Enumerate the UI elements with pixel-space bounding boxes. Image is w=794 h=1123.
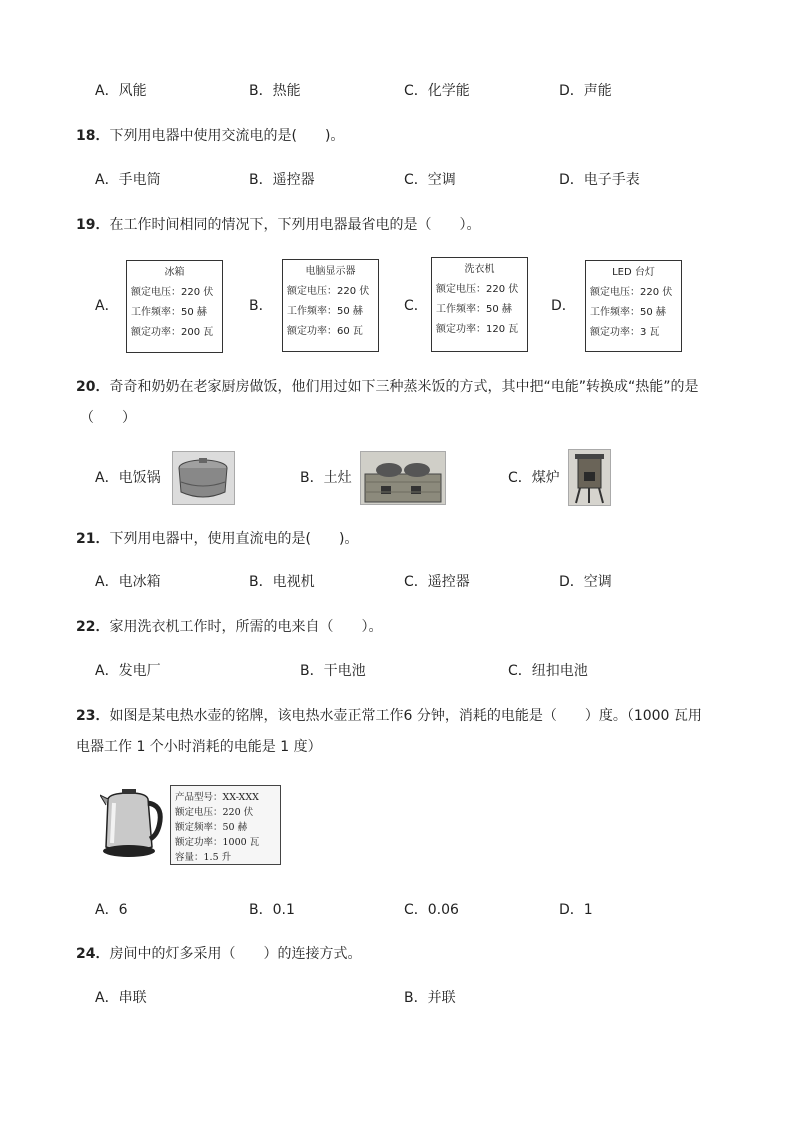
nameplate-power: 额定功率：1000 瓦 bbox=[175, 837, 260, 848]
q19-option-a-letter[interactable]: A． bbox=[95, 298, 119, 314]
q18-stem bbox=[76, 127, 344, 145]
q19-option-b-letter[interactable]: B． bbox=[249, 298, 273, 314]
question-number: 22． bbox=[76, 619, 110, 635]
q23-option-b[interactable]: B．0.1 bbox=[249, 902, 295, 918]
q23-stem bbox=[76, 707, 702, 725]
rated-power: 额定功率：60 瓦 bbox=[287, 326, 363, 337]
q17-option-a[interactable]: A．风能 bbox=[95, 83, 147, 99]
question-number: 19． bbox=[76, 217, 110, 233]
q18-option-c[interactable]: C．空调 bbox=[404, 172, 456, 188]
q24-option-a[interactable]: A．串联 bbox=[95, 990, 147, 1006]
nameplate-frequency: 额定频率：50 赫 bbox=[175, 822, 248, 833]
q19-option-c-spec-card[interactable] bbox=[431, 257, 528, 352]
q23-option-c[interactable]: C．0.06 bbox=[404, 902, 459, 918]
earth-stove-image bbox=[360, 451, 446, 505]
work-frequency: 工作频率：50 赫 bbox=[287, 306, 363, 317]
question-text: 下列用电器中，使用直流电的是( )。 bbox=[109, 531, 359, 547]
work-frequency: 工作频率：50 赫 bbox=[436, 304, 512, 315]
q20-stem bbox=[76, 378, 699, 396]
rice-cooker-image bbox=[172, 451, 235, 505]
q24-stem bbox=[76, 945, 361, 963]
electric-kettle-image bbox=[100, 785, 164, 860]
q18-option-d[interactable]: D．电子手表 bbox=[559, 172, 640, 188]
q23-stem-line2: 电器工作 1 个小时消耗的电能是 1 度） bbox=[76, 739, 322, 755]
rated-power: 额定功率：200 瓦 bbox=[131, 327, 214, 338]
q22-option-c[interactable]: C．纽扣电池 bbox=[508, 663, 588, 679]
question-text: 下列用电器中使用交流电的是( )。 bbox=[109, 128, 345, 144]
q19-option-a-spec-card[interactable] bbox=[126, 260, 223, 353]
nameplate-model: 产品型号：XX-XXX bbox=[175, 792, 259, 803]
q24-option-b[interactable]: B．并联 bbox=[404, 990, 456, 1006]
question-text: 家用洗衣机工作时，所需的电来自（ ）。 bbox=[109, 619, 383, 635]
q20-option-b[interactable]: B．土灶 bbox=[300, 470, 352, 486]
q17-option-c[interactable]: C．化学能 bbox=[404, 83, 470, 99]
rated-power: 额定功率：3 瓦 bbox=[590, 327, 660, 338]
q21-stem bbox=[76, 530, 358, 548]
q21-option-c[interactable]: C．遥控器 bbox=[404, 574, 470, 590]
nameplate-voltage: 额定电压：220 伏 bbox=[175, 807, 254, 818]
appliance-name: 洗衣机 bbox=[464, 264, 495, 275]
question-number: 24． bbox=[76, 946, 110, 962]
q22-option-a[interactable]: A．发电厂 bbox=[95, 663, 161, 679]
q23-option-a[interactable]: A．6 bbox=[95, 902, 128, 918]
kettle-nameplate bbox=[170, 785, 281, 865]
coal-stove-image bbox=[568, 449, 611, 506]
q17-option-b[interactable]: B．热能 bbox=[249, 83, 301, 99]
question-text: 奇奇和奶奶在老家厨房做饭，他们用过如下三种蒸米饭的方式，其中把“电能”转换成“热能”的是 bbox=[109, 379, 699, 395]
q21-option-b[interactable]: B．电视机 bbox=[249, 574, 315, 590]
question-number: 23． bbox=[76, 708, 110, 724]
question-text: 如图是某电热水壶的铭牌，该电热水壶正常工作6 分钟，消耗的电能是（ ）度。（1000 瓦用 bbox=[109, 708, 702, 724]
appliance-name: 电脑显示器 bbox=[305, 266, 356, 277]
q21-option-d[interactable]: D．空调 bbox=[559, 574, 612, 590]
rated-power: 额定功率：120 瓦 bbox=[436, 324, 519, 335]
q20-option-c[interactable]: C．煤炉 bbox=[508, 470, 560, 486]
q18-option-a[interactable]: A．手电筒 bbox=[95, 172, 161, 188]
q23-option-d[interactable]: D．1 bbox=[559, 902, 593, 918]
q19-option-b-spec-card[interactable] bbox=[282, 259, 379, 352]
q18-option-b[interactable]: B．遥控器 bbox=[249, 172, 315, 188]
q19-option-d-spec-card[interactable] bbox=[585, 260, 682, 352]
question-number: 18． bbox=[76, 128, 110, 144]
appliance-name: 冰箱 bbox=[164, 267, 185, 278]
question-number: 21． bbox=[76, 531, 110, 547]
rated-voltage: 额定电压：220 伏 bbox=[131, 287, 214, 298]
rated-voltage: 额定电压：220 伏 bbox=[590, 287, 673, 298]
rated-voltage: 额定电压：220 伏 bbox=[287, 286, 370, 297]
q22-stem bbox=[76, 618, 382, 636]
q19-option-c-letter[interactable]: C． bbox=[404, 298, 428, 314]
appliance-name: LED 台灯 bbox=[612, 267, 655, 278]
q20-stem-line2: （ ） bbox=[80, 410, 136, 426]
question-text: 在工作时间相同的情况下，下列用电器最省电的是（ ）。 bbox=[109, 217, 481, 233]
q20-option-a[interactable]: A．电饭锅 bbox=[95, 470, 161, 486]
q19-option-d-letter[interactable]: D． bbox=[551, 298, 576, 314]
q17-option-d[interactable]: D．声能 bbox=[559, 83, 612, 99]
rated-voltage: 额定电压：220 伏 bbox=[436, 284, 519, 295]
q22-option-b[interactable]: B．干电池 bbox=[300, 663, 366, 679]
nameplate-capacity: 容量：1.5 升 bbox=[175, 852, 232, 863]
question-text: 房间中的灯多采用（ ）的连接方式。 bbox=[109, 946, 362, 962]
q21-option-a[interactable]: A．电冰箱 bbox=[95, 574, 161, 590]
work-frequency: 工作频率：50 赫 bbox=[131, 307, 207, 318]
question-number: 20． bbox=[76, 379, 110, 395]
q19-stem bbox=[76, 216, 480, 234]
work-frequency: 工作频率：50 赫 bbox=[590, 307, 666, 318]
